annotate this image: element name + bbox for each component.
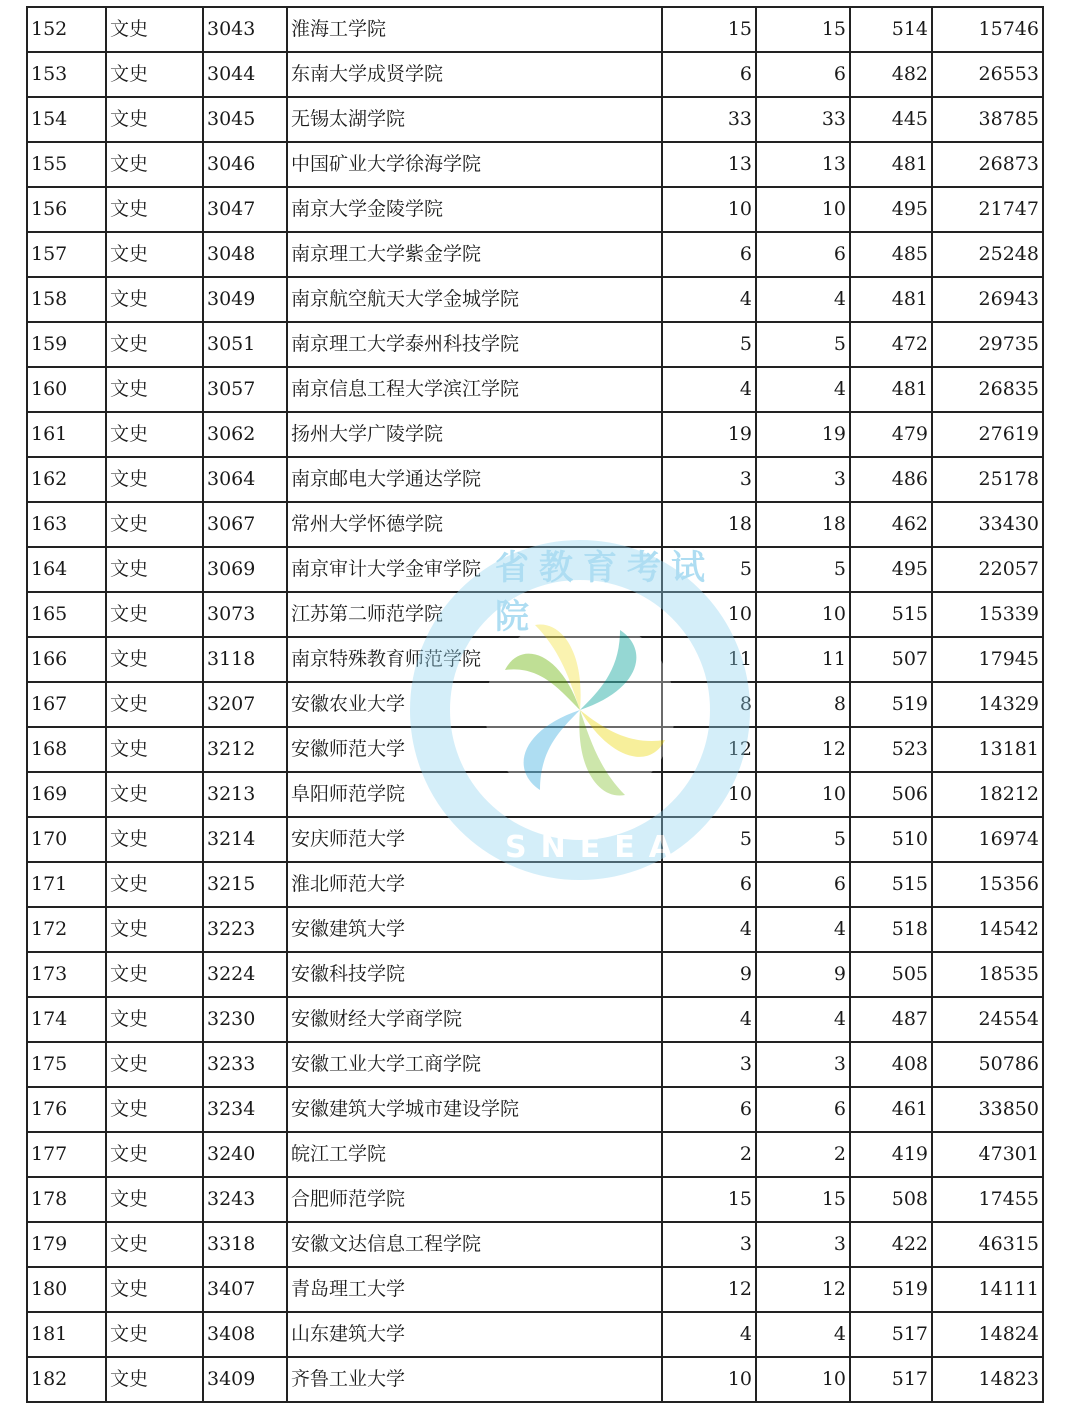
cell-index: 168	[27, 727, 106, 772]
cell-admit-count: 33	[756, 97, 850, 142]
cell-admit-count: 10	[756, 772, 850, 817]
cell-min-score: 508	[850, 1177, 932, 1222]
cell-subject-type: 文史	[106, 322, 203, 367]
cell-min-score: 506	[850, 772, 932, 817]
cell-subject-type: 文史	[106, 457, 203, 502]
cell-subject-type: 文史	[106, 1267, 203, 1312]
table-row	[27, 142, 1043, 187]
cell-index: 165	[27, 592, 106, 637]
cell-min-score: 515	[850, 862, 932, 907]
cell-school-code: 3212	[203, 727, 287, 772]
cell-admit-count: 4	[756, 997, 850, 1042]
cell-plan-count: 4	[662, 907, 756, 952]
cell-subject-type: 文史	[106, 952, 203, 997]
table-row	[27, 52, 1043, 97]
cell-index: 161	[27, 412, 106, 457]
table-row	[27, 322, 1043, 367]
cell-min-score: 482	[850, 52, 932, 97]
cell-admit-count: 3	[756, 1222, 850, 1267]
cell-school-name: 南京理工大学泰州科技学院	[287, 322, 662, 367]
cell-school-code: 3213	[203, 772, 287, 817]
cell-school-name: 常州大学怀德学院	[287, 502, 662, 547]
cell-school-name: 安徽建筑大学	[287, 907, 662, 952]
table-row	[27, 1222, 1043, 1267]
cell-admit-count: 13	[756, 142, 850, 187]
table-row	[27, 727, 1043, 772]
cell-min-rank: 26873	[932, 142, 1043, 187]
cell-min-score: 510	[850, 817, 932, 862]
cell-admit-count: 12	[756, 727, 850, 772]
cell-school-name: 南京大学金陵学院	[287, 187, 662, 232]
cell-min-rank: 27619	[932, 412, 1043, 457]
cell-subject-type: 文史	[106, 727, 203, 772]
cell-index: 153	[27, 52, 106, 97]
cell-index: 156	[27, 187, 106, 232]
cell-admit-count: 3	[756, 457, 850, 502]
cell-school-code: 3057	[203, 367, 287, 412]
cell-admit-count: 4	[756, 367, 850, 412]
cell-subject-type: 文史	[106, 817, 203, 862]
cell-min-rank: 16974	[932, 817, 1043, 862]
table-row	[27, 817, 1043, 862]
table-row	[27, 1312, 1043, 1357]
cell-plan-count: 6	[662, 232, 756, 277]
table-row	[27, 97, 1043, 142]
cell-school-name: 南京信息工程大学滨江学院	[287, 367, 662, 412]
cell-plan-count: 4	[662, 277, 756, 322]
cell-admit-count: 15	[756, 7, 850, 52]
cell-min-score: 461	[850, 1087, 932, 1132]
cell-min-rank: 15356	[932, 862, 1043, 907]
cell-index: 177	[27, 1132, 106, 1177]
cell-school-code: 3051	[203, 322, 287, 367]
cell-min-rank: 15339	[932, 592, 1043, 637]
cell-school-code: 3118	[203, 637, 287, 682]
cell-school-code: 3067	[203, 502, 287, 547]
cell-min-rank: 24554	[932, 997, 1043, 1042]
cell-admit-count: 10	[756, 592, 850, 637]
cell-min-rank: 21747	[932, 187, 1043, 232]
table-row	[27, 1267, 1043, 1312]
cell-min-score: 472	[850, 322, 932, 367]
cell-index: 175	[27, 1042, 106, 1087]
cell-admit-count: 18	[756, 502, 850, 547]
cell-subject-type: 文史	[106, 1087, 203, 1132]
cell-index: 173	[27, 952, 106, 997]
cell-admit-count: 4	[756, 907, 850, 952]
cell-plan-count: 6	[662, 52, 756, 97]
cell-admit-count: 4	[756, 277, 850, 322]
cell-min-score: 517	[850, 1312, 932, 1357]
cell-school-name: 安徽财经大学商学院	[287, 997, 662, 1042]
cell-plan-count: 33	[662, 97, 756, 142]
cell-min-score: 481	[850, 277, 932, 322]
cell-plan-count: 3	[662, 1222, 756, 1267]
cell-min-rank: 17945	[932, 637, 1043, 682]
cell-index: 171	[27, 862, 106, 907]
cell-school-code: 3224	[203, 952, 287, 997]
cell-admit-count: 11	[756, 637, 850, 682]
cell-index: 164	[27, 547, 106, 592]
cell-index: 162	[27, 457, 106, 502]
table-row	[27, 502, 1043, 547]
admission-table	[26, 6, 1044, 1403]
cell-min-rank: 29735	[932, 322, 1043, 367]
cell-school-code: 3230	[203, 997, 287, 1042]
table-row	[27, 907, 1043, 952]
cell-school-name: 东南大学成贤学院	[287, 52, 662, 97]
cell-school-code: 3043	[203, 7, 287, 52]
cell-subject-type: 文史	[106, 772, 203, 817]
cell-plan-count: 10	[662, 187, 756, 232]
cell-index: 178	[27, 1177, 106, 1222]
watermark-top-text: 省教育考试院	[495, 548, 715, 637]
cell-admit-count: 15	[756, 1177, 850, 1222]
cell-plan-count: 3	[662, 1042, 756, 1087]
cell-min-score: 517	[850, 1357, 932, 1402]
table-row	[27, 457, 1043, 502]
cell-school-code: 3049	[203, 277, 287, 322]
cell-admit-count: 6	[756, 232, 850, 277]
cell-plan-count: 18	[662, 502, 756, 547]
cell-min-rank: 14824	[932, 1312, 1043, 1357]
cell-min-score: 485	[850, 232, 932, 277]
cell-admit-count: 9	[756, 952, 850, 997]
cell-min-score: 481	[850, 142, 932, 187]
cell-plan-count: 4	[662, 1312, 756, 1357]
table-row	[27, 277, 1043, 322]
cell-admit-count: 5	[756, 817, 850, 862]
cell-subject-type: 文史	[106, 907, 203, 952]
cell-school-name: 青岛理工大学	[287, 1267, 662, 1312]
cell-plan-count: 10	[662, 592, 756, 637]
cell-school-name: 南京邮电大学通达学院	[287, 457, 662, 502]
cell-school-name: 安徽农业大学	[287, 682, 662, 727]
cell-admit-count: 3	[756, 1042, 850, 1087]
cell-school-name: 安庆师范大学	[287, 817, 662, 862]
cell-plan-count: 5	[662, 322, 756, 367]
cell-min-rank: 14329	[932, 682, 1043, 727]
cell-admit-count: 6	[756, 52, 850, 97]
table-row	[27, 1177, 1043, 1222]
cell-min-rank: 47301	[932, 1132, 1043, 1177]
cell-plan-count: 15	[662, 1177, 756, 1222]
cell-index: 170	[27, 817, 106, 862]
cell-plan-count: 4	[662, 367, 756, 412]
cell-index: 157	[27, 232, 106, 277]
cell-school-code: 3214	[203, 817, 287, 862]
table-row	[27, 547, 1043, 592]
cell-index: 163	[27, 502, 106, 547]
cell-school-name: 南京特殊教育师范学院	[287, 637, 662, 682]
cell-school-code: 3409	[203, 1357, 287, 1402]
cell-school-name: 安徽建筑大学城市建设学院	[287, 1087, 662, 1132]
table-row	[27, 1357, 1043, 1402]
cell-school-code: 3062	[203, 412, 287, 457]
cell-admit-count: 12	[756, 1267, 850, 1312]
cell-subject-type: 文史	[106, 682, 203, 727]
table-row	[27, 1042, 1043, 1087]
cell-admit-count: 10	[756, 1357, 850, 1402]
cell-school-name: 合肥师范学院	[287, 1177, 662, 1222]
cell-plan-count: 11	[662, 637, 756, 682]
cell-plan-count: 10	[662, 1357, 756, 1402]
cell-school-name: 安徽工业大学工商学院	[287, 1042, 662, 1087]
cell-min-score: 514	[850, 7, 932, 52]
cell-min-score: 519	[850, 682, 932, 727]
cell-school-code: 3048	[203, 232, 287, 277]
cell-min-score: 507	[850, 637, 932, 682]
cell-school-code: 3407	[203, 1267, 287, 1312]
cell-subject-type: 文史	[106, 97, 203, 142]
cell-min-rank: 14823	[932, 1357, 1043, 1402]
cell-subject-type: 文史	[106, 502, 203, 547]
cell-min-score: 515	[850, 592, 932, 637]
cell-min-rank: 18535	[932, 952, 1043, 997]
table-row	[27, 7, 1043, 52]
table-row	[27, 772, 1043, 817]
cell-subject-type: 文史	[106, 1357, 203, 1402]
cell-school-code: 3318	[203, 1222, 287, 1267]
cell-school-code: 3207	[203, 682, 287, 727]
cell-index: 154	[27, 97, 106, 142]
cell-school-code: 3223	[203, 907, 287, 952]
table-row	[27, 232, 1043, 277]
cell-min-rank: 17455	[932, 1177, 1043, 1222]
cell-school-name: 齐鲁工业大学	[287, 1357, 662, 1402]
cell-school-name: 山东建筑大学	[287, 1312, 662, 1357]
cell-min-score: 408	[850, 1042, 932, 1087]
cell-school-code: 3064	[203, 457, 287, 502]
cell-plan-count: 10	[662, 772, 756, 817]
cell-index: 174	[27, 997, 106, 1042]
cell-school-name: 淮北师范大学	[287, 862, 662, 907]
cell-school-code: 3044	[203, 52, 287, 97]
cell-index: 160	[27, 367, 106, 412]
cell-plan-count: 8	[662, 682, 756, 727]
cell-admit-count: 4	[756, 1312, 850, 1357]
cell-min-score: 523	[850, 727, 932, 772]
cell-index: 172	[27, 907, 106, 952]
cell-min-rank: 26553	[932, 52, 1043, 97]
cell-admit-count: 6	[756, 862, 850, 907]
cell-index: 155	[27, 142, 106, 187]
cell-subject-type: 文史	[106, 1177, 203, 1222]
table-row	[27, 412, 1043, 457]
cell-plan-count: 6	[662, 1087, 756, 1132]
cell-min-score: 518	[850, 907, 932, 952]
cell-admit-count: 5	[756, 547, 850, 592]
cell-index: 176	[27, 1087, 106, 1132]
cell-min-score: 495	[850, 187, 932, 232]
cell-admit-count: 5	[756, 322, 850, 367]
cell-school-name: 安徽科技学院	[287, 952, 662, 997]
cell-subject-type: 文史	[106, 367, 203, 412]
cell-min-score: 462	[850, 502, 932, 547]
cell-subject-type: 文史	[106, 637, 203, 682]
cell-subject-type: 文史	[106, 7, 203, 52]
cell-admit-count: 19	[756, 412, 850, 457]
cell-min-score: 479	[850, 412, 932, 457]
cell-index: 182	[27, 1357, 106, 1402]
cell-admit-count: 2	[756, 1132, 850, 1177]
cell-min-rank: 26943	[932, 277, 1043, 322]
cell-subject-type: 文史	[106, 1222, 203, 1267]
cell-plan-count: 12	[662, 1267, 756, 1312]
cell-subject-type: 文史	[106, 592, 203, 637]
cell-school-code: 3408	[203, 1312, 287, 1357]
cell-admit-count: 6	[756, 1087, 850, 1132]
cell-school-name: 扬州大学广陵学院	[287, 412, 662, 457]
cell-min-rank: 14111	[932, 1267, 1043, 1312]
table-row	[27, 997, 1043, 1042]
cell-min-score: 419	[850, 1132, 932, 1177]
cell-subject-type: 文史	[106, 232, 203, 277]
cell-school-name: 江苏第二师范学院	[287, 592, 662, 637]
cell-min-rank: 25178	[932, 457, 1043, 502]
cell-plan-count: 3	[662, 457, 756, 502]
table-row	[27, 1087, 1043, 1132]
cell-subject-type: 文史	[106, 187, 203, 232]
cell-subject-type: 文史	[106, 142, 203, 187]
cell-school-name: 无锡太湖学院	[287, 97, 662, 142]
cell-school-code: 3234	[203, 1087, 287, 1132]
cell-min-score: 422	[850, 1222, 932, 1267]
cell-subject-type: 文史	[106, 52, 203, 97]
cell-school-code: 3047	[203, 187, 287, 232]
cell-school-name: 皖江工学院	[287, 1132, 662, 1177]
cell-school-code: 3243	[203, 1177, 287, 1222]
cell-min-rank: 13181	[932, 727, 1043, 772]
table-row	[27, 862, 1043, 907]
cell-plan-count: 9	[662, 952, 756, 997]
cell-plan-count: 5	[662, 547, 756, 592]
cell-subject-type: 文史	[106, 1042, 203, 1087]
table-row	[27, 592, 1043, 637]
cell-min-rank: 22057	[932, 547, 1043, 592]
cell-school-name: 阜阳师范学院	[287, 772, 662, 817]
cell-school-code: 3046	[203, 142, 287, 187]
cell-min-score: 486	[850, 457, 932, 502]
cell-subject-type: 文史	[106, 997, 203, 1042]
cell-min-rank: 33430	[932, 502, 1043, 547]
cell-subject-type: 文史	[106, 277, 203, 322]
cell-subject-type: 文史	[106, 1312, 203, 1357]
table-row	[27, 682, 1043, 727]
table-row	[27, 187, 1043, 232]
cell-index: 166	[27, 637, 106, 682]
cell-plan-count: 2	[662, 1132, 756, 1177]
cell-admit-count: 10	[756, 187, 850, 232]
cell-min-score: 487	[850, 997, 932, 1042]
cell-plan-count: 12	[662, 727, 756, 772]
cell-index: 152	[27, 7, 106, 52]
cell-min-score: 505	[850, 952, 932, 997]
table-row	[27, 637, 1043, 682]
cell-school-code: 3240	[203, 1132, 287, 1177]
cell-subject-type: 文史	[106, 862, 203, 907]
cell-subject-type: 文史	[106, 1132, 203, 1177]
cell-min-score: 481	[850, 367, 932, 412]
cell-index: 180	[27, 1267, 106, 1312]
cell-school-name: 淮海工学院	[287, 7, 662, 52]
cell-plan-count: 19	[662, 412, 756, 457]
cell-plan-count: 6	[662, 862, 756, 907]
table-row	[27, 367, 1043, 412]
cell-min-score: 519	[850, 1267, 932, 1312]
cell-min-rank: 15746	[932, 7, 1043, 52]
cell-school-name: 南京航空航天大学金城学院	[287, 277, 662, 322]
cell-school-name: 南京理工大学紫金学院	[287, 232, 662, 277]
cell-plan-count: 15	[662, 7, 756, 52]
cell-subject-type: 文史	[106, 547, 203, 592]
cell-admit-count: 8	[756, 682, 850, 727]
cell-min-rank: 18212	[932, 772, 1043, 817]
cell-min-rank: 38785	[932, 97, 1043, 142]
cell-school-code: 3215	[203, 862, 287, 907]
cell-index: 159	[27, 322, 106, 367]
cell-subject-type: 文史	[106, 412, 203, 457]
cell-plan-count: 4	[662, 997, 756, 1042]
cell-min-rank: 46315	[932, 1222, 1043, 1267]
cell-school-name: 南京审计大学金审学院	[287, 547, 662, 592]
cell-plan-count: 5	[662, 817, 756, 862]
table-row	[27, 1132, 1043, 1177]
cell-school-name: 安徽文达信息工程学院	[287, 1222, 662, 1267]
table-row	[27, 952, 1043, 997]
cell-min-rank: 14542	[932, 907, 1043, 952]
watermark-bottom-text: SNEEA	[505, 830, 686, 865]
cell-min-rank: 50786	[932, 1042, 1043, 1087]
cell-index: 181	[27, 1312, 106, 1357]
cell-index: 169	[27, 772, 106, 817]
cell-school-name: 安徽师范大学	[287, 727, 662, 772]
cell-min-rank: 26835	[932, 367, 1043, 412]
cell-min-rank: 33850	[932, 1087, 1043, 1132]
cell-min-score: 495	[850, 547, 932, 592]
cell-school-code: 3045	[203, 97, 287, 142]
cell-school-code: 3069	[203, 547, 287, 592]
cell-school-name: 中国矿业大学徐海学院	[287, 142, 662, 187]
cell-plan-count: 13	[662, 142, 756, 187]
cell-index: 167	[27, 682, 106, 727]
cell-min-score: 445	[850, 97, 932, 142]
cell-index: 179	[27, 1222, 106, 1267]
cell-school-code: 3233	[203, 1042, 287, 1087]
cell-index: 158	[27, 277, 106, 322]
cell-school-code: 3073	[203, 592, 287, 637]
cell-min-rank: 25248	[932, 232, 1043, 277]
